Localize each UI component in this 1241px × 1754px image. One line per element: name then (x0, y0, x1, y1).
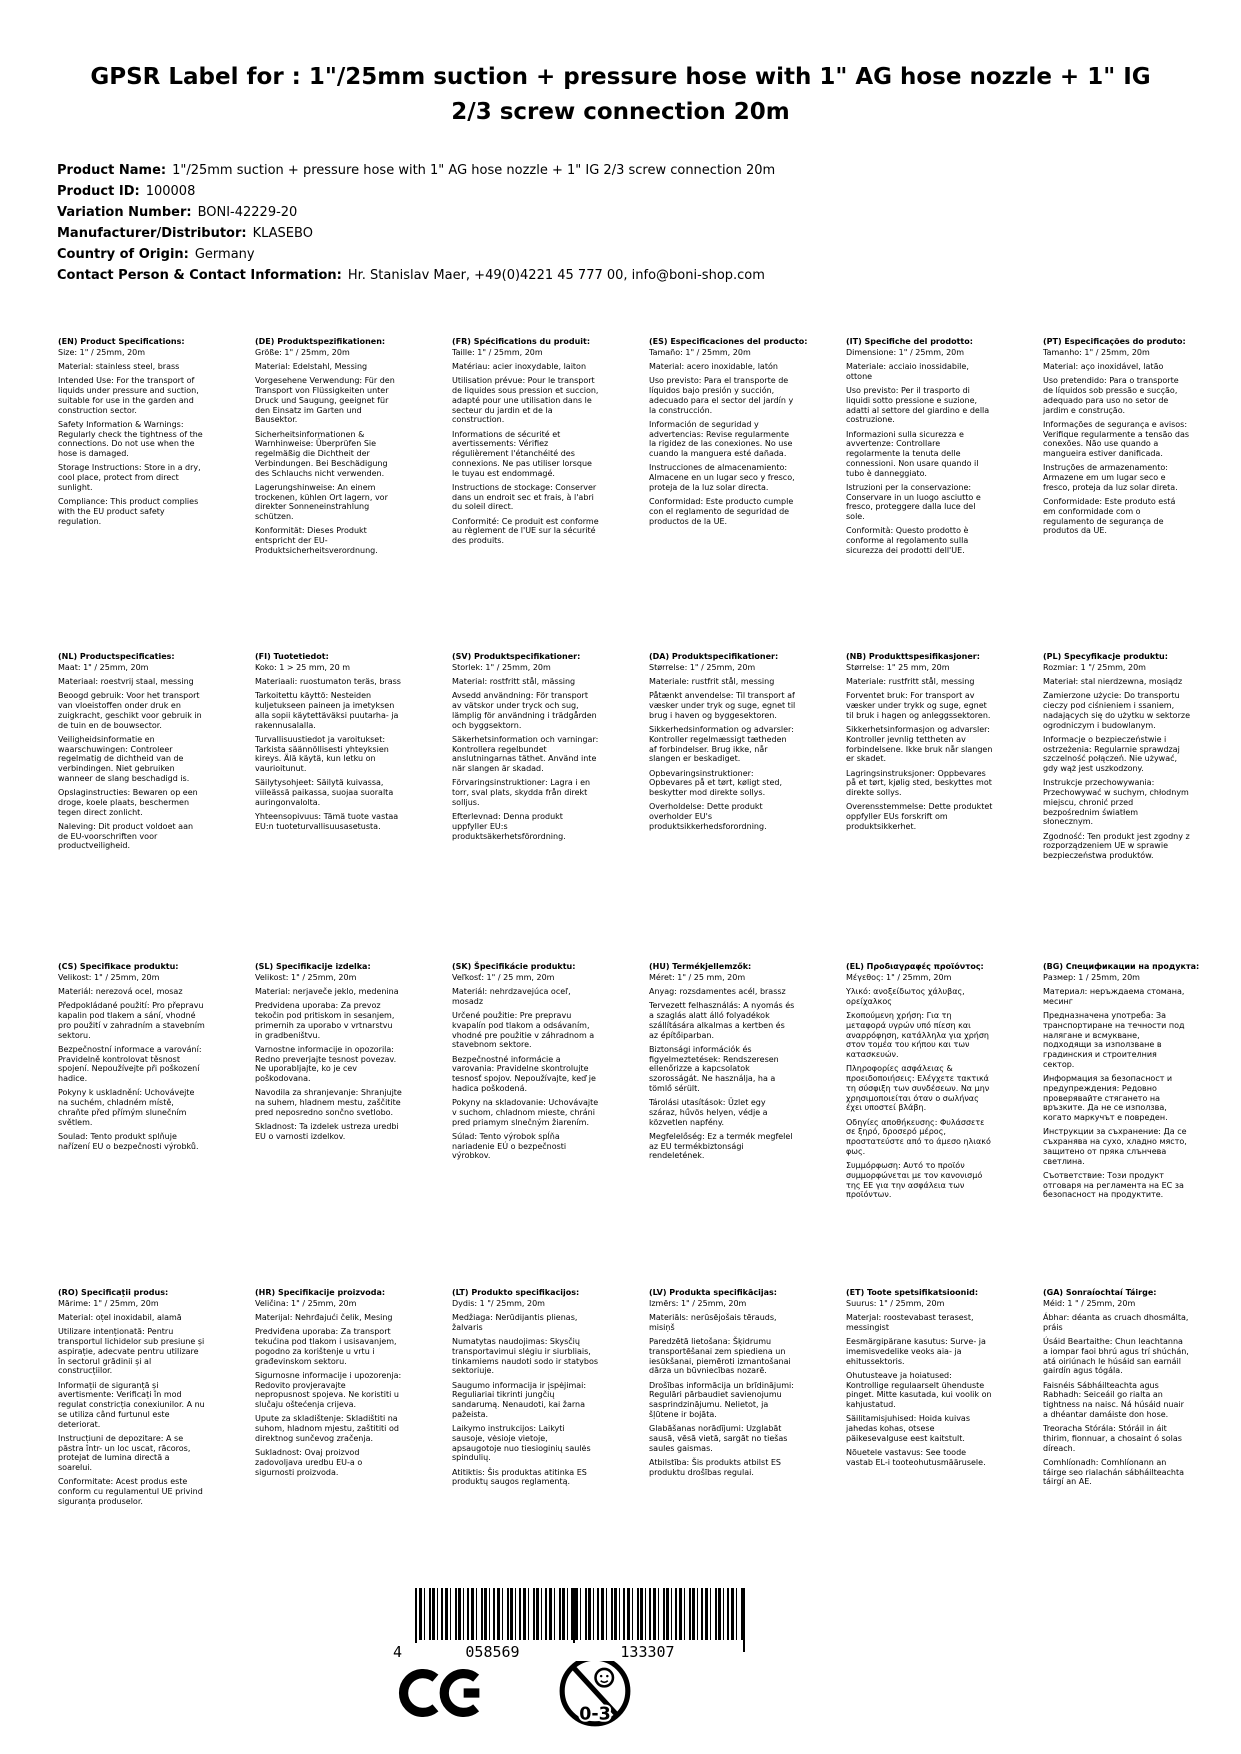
spec-paragraph: Instrucțiuni de depozitare: A se păstra într- un loc uscat, răcoros, protejat de lumina directă a soarelui. (58, 1433, 191, 1472)
spec-paragraph: Υλικό: ανοξείδωτος χάλυβας, ορείχαλκος (846, 987, 965, 1006)
spec-paragraph: Storage Instructions: Store in a dry, cool place, protect from direct sunlight. (58, 463, 201, 492)
spec-paragraph: Naleving: Dit product voldoet aan de EU-voorschriften voor productveiligheid. (58, 821, 194, 851)
spec-heading-lv: (LV) Produkta specifikācijas: (649, 1288, 777, 1297)
spec-paragraph: Opslaginstructies: Bewaren op een droge, koele plaats, beschermen tegen direct zonlicht. (58, 788, 198, 817)
spec-block-pt (1043, 337, 1208, 536)
spec-paragraph: Glabāšanas norādījumi: Uzglabāt sausā, vēsā vietā, sargāt no tiešas saules gaismas. (649, 1424, 788, 1453)
product-field (57, 160, 1187, 181)
product-field-value: Hr. Stanislav Maer, +49(0)4221 45 777 00, info@boni-shop.com (347, 268, 765, 283)
spec-heading-fr: (FR) Spécifications du produit: (452, 337, 591, 346)
spec-block-el (846, 962, 1011, 1200)
spec-block-bg (1043, 962, 1208, 1200)
ce-mark-icon (398, 1668, 484, 1722)
barcode (393, 1588, 745, 1661)
spec-paragraph: Größe: 1" / 25mm, 20m (255, 347, 350, 357)
spec-paragraph: Instructions de stockage: Conserver dans un endroit sec et frais, à l'abri du soleil direct. (452, 482, 597, 512)
spec-paragraph: Pokyny na skladovanie: Uchovávajte v suchom, chladnom mieste, chráni pred priamym slnečným žiarením. (452, 1098, 599, 1127)
spec-paragraph: Materiale: rustfritt stål, messing (846, 677, 975, 686)
spec-heading-lt: (LT) Produkto specifikacijos: (452, 1288, 580, 1297)
spec-paragraph: Efterlevnad: Denna produkt uppfyller EU:s produktsäkerhetsförordning. (452, 812, 566, 841)
spec-heading-ro: (RO) Specificații produs: (58, 1288, 169, 1297)
product-field-value: KLASEBO (252, 226, 313, 241)
spec-paragraph: Säilitamisjuhised: Hoida kuivas jahedas kohas, otsese päikesevalguse eest kaitstult. (846, 1414, 971, 1443)
spec-heading-es: (ES) Especificaciones del producto: (649, 337, 808, 346)
spec-paragraph: Информация за безопасност и предупреждения: Редовно проверявайте стягането на връзките. Да не се използва, когато маркучът е повреден. (1043, 1074, 1173, 1122)
spec-paragraph: Uso pretendido: Para o transporte de líquidos sob pressão e sucção, adequado para uso no setor de jardim e construção. (1043, 376, 1179, 415)
spec-heading-ga: (GA) Sonraíochtaí Táirge: (1043, 1288, 1157, 1297)
spec-paragraph: Materiaal: roestvrij staal, messing (58, 677, 194, 686)
spec-paragraph: Koko: 1 > 25 mm, 20 m (255, 662, 351, 672)
spec-block-lt (452, 1288, 617, 1487)
spec-heading-bg: (BG) Спецификации на продукта: (1043, 962, 1200, 971)
spec-block-fi (255, 652, 420, 832)
product-field (57, 181, 1187, 202)
spec-paragraph: Nõuetele vastavus: See toode vastab EL-i tooteohutusmäärusele. (846, 1448, 986, 1467)
spec-paragraph: Safety Information & Warnings: Regularly check the tightness of the connections. Do not use when the hose is damaged. (58, 419, 203, 458)
spec-paragraph: Taille: 1" / 25mm, 20m (452, 347, 543, 357)
spec-heading-sk: (SK) Špecifikácie produktu: (452, 962, 576, 971)
spec-heading-pt: (PT) Especificações do produto: (1043, 337, 1186, 346)
product-field-label: Manufacturer/Distributor: (57, 226, 247, 241)
spec-paragraph: Avsedd användning: För transport av vätskor under tryck och sug, lämplig för användning i trädgården och byggsektorn. (452, 691, 597, 730)
spec-paragraph: Предназначена употреба: За транспортиране на течности под налягане и всмукване, подходящи за използване в градинския и строителния сектор. (1043, 1011, 1185, 1069)
spec-paragraph: Ábhar: déanta as cruach dhosmálta, práis (1043, 1313, 1189, 1332)
spec-paragraph: Materiale: acciaio inossidabile, ottone (846, 362, 969, 381)
barcode-group-2: 133307 (570, 1643, 725, 1661)
spec-block-hr (255, 1288, 420, 1477)
spec-paragraph: Conformità: Questo prodotto è conforme al regolamento sulla sicurezza dei prodotti dell'UE. (846, 526, 969, 555)
spec-paragraph: Faisnéis Sábháilteachta agus Rabhadh: Seiceáil go rialta an tightness na naisc. Ná húsáid nuair a dhéantar damáiste don hose. (1043, 1380, 1184, 1419)
spec-heading-el: (EL) Προδιαγραφές προϊόντος: (846, 962, 984, 971)
spec-heading-sv: (SV) Produktspecifikationer: (452, 652, 581, 661)
spec-paragraph: Turvallisuustiedot ja varoitukset: Tarkista säännöllisesti yhteyksien kireys. Älä käytä, kun letku on vaurioitunut. (255, 734, 389, 773)
spec-paragraph: Materiał: stal nierdzewna, mosiądz (1043, 677, 1183, 686)
spec-paragraph: Συμμόρφωση: Αυτό το προϊόν συμμορφώνεται με τον κανονισμό της ΕΕ για την ασφάλεια των προϊόντων. (846, 1161, 983, 1200)
spec-paragraph: Instrucciones de almacenamiento: Almacene en un lugar seco y fresco, proteja de la luz solar directa. (649, 463, 795, 492)
spec-paragraph: Utilizare intenționată: Pentru transportul lichidelor sub presiune și aspirație, adecvate pentru utilizare în sectorul grădinii și al construcțiilor. (58, 1327, 205, 1376)
spec-paragraph: Dimensione: 1" / 25mm, 20m (846, 347, 965, 357)
spec-paragraph: Instruções de armazenamento: Armazene em um lugar seco e fresco, proteja da luz solar direta. (1043, 463, 1178, 492)
spec-block-et (846, 1288, 1011, 1468)
spec-paragraph: Navodila za shranjevanje: Shranjujte na suhem, hladnem mestu, zaščitite pred neposredno sončno svetlobo. (255, 1088, 402, 1117)
spec-block-cs (58, 962, 223, 1151)
spec-block-sk (452, 962, 617, 1161)
spec-paragraph: Zamierzone użycie: Do transportu cieczy pod ciśnieniem i ssaniem, nadających się do użytku w sektorze ogrodniczym i budowlanym. (1043, 691, 1190, 730)
spec-block-sv (452, 652, 617, 841)
spec-paragraph: Atitiktis: Šis produktas atitinka ES produktų saugos reglamentą. (452, 1467, 587, 1487)
spec-paragraph: Veličina: 1" / 25mm, 20m (255, 1298, 357, 1308)
page-title: GPSR Label for : 1"/25mm suction + pressure hose with 1" AG hose nozzle + 1" IG 2/3 screw connection 20m (90, 64, 1151, 125)
spec-heading-nb: (NB) Produkttspesifikasjoner: (846, 652, 980, 661)
spec-paragraph: Πληροφορίες ασφάλειας & προειδοποιήσεις: Ελέγχετε τακτικά τη σύσφιξη των συνδέσεων. Να μην χρησιμοποιείται όταν ο σωλήνας έχει υποστεί βλάβη. (846, 1064, 990, 1113)
spec-paragraph: Материал: неръждаема стомана, месинг (1043, 987, 1185, 1006)
spec-paragraph: Megfelelőség: Ez a termék megfelel az EU termékbiztonsági rendeletének. (649, 1131, 793, 1161)
spec-paragraph: Informații de siguranță și avertismente: Verificați în mod regulat constricția conexiunilor. A nu se utiliza când furtunul este deteriorat. (58, 1380, 205, 1429)
spec-block-en (58, 337, 223, 526)
spec-paragraph: Méret: 1" / 25 mm, 20m (649, 972, 746, 982)
spec-paragraph: Eesmärgipärane kasutus: Surve- ja imemisvedelike veoks aia- ja ehitussektoris. (846, 1337, 986, 1366)
spec-paragraph: Conformidad: Este producto cumple con el reglamento de seguridad de productos de la UE. (649, 497, 794, 526)
spec-heading-hu: (HU) Termékjellemzők: (649, 962, 752, 971)
spec-paragraph: Conformitate: Acest produs este conform cu regulamentul UE privind siguranța produselor. (58, 1477, 203, 1506)
spec-block-nl (58, 652, 223, 851)
spec-block-pl (1043, 652, 1208, 861)
spec-paragraph: Suurus: 1" / 25mm, 20m (846, 1298, 945, 1308)
spec-paragraph: Ohutusteave ja hoiatused: Kontrollige regulaarselt ühenduste pinget. Mitte kasutada, kui voolik on kahjustatud. (846, 1370, 992, 1409)
spec-paragraph: Maat: 1" / 25mm, 20m (58, 662, 149, 672)
age-warning-0-3-icon (556, 1652, 634, 1734)
spec-block-ga (1043, 1288, 1208, 1487)
specs-grid (58, 337, 1208, 1628)
spec-paragraph: Storlek: 1" / 25mm, 20m (452, 662, 551, 672)
spec-paragraph: Numatytas naudojimas: Skysčių transportavimui slėgiu ir siurbliais, tinkamiems naudoti sodo ir statybos sektoriuje. (452, 1337, 599, 1376)
spec-paragraph: Skladnost: Ta izdelek ustreza uredbi EU o varnosti izdelkov. (255, 1122, 399, 1141)
product-field-label: Country of Origin: (57, 247, 189, 262)
spec-paragraph: Förvaringsinstruktioner: Lagra i en torr, sval plats, skydda från direkt solljus. (452, 778, 591, 807)
spec-paragraph: Varnostne informacije in opozorila: Redno preverjajte tesnost povezav. Ne uporabljajte, ko je cev poškodovana. (255, 1044, 397, 1083)
product-field (57, 202, 1187, 223)
barcode-bars-icon (415, 1588, 745, 1640)
spec-paragraph: Comhlíonadh: Comhlíonann an táirge seo rialachán sábháilteachta táirgí an AE. (1043, 1457, 1185, 1487)
spec-paragraph: Bezpečnostné informácie a varovania: Pravidelne skontrolujte tesnosť spojov. Nepoužívajte, keď je hadica poškodená. (452, 1054, 596, 1093)
spec-paragraph: Instrukcje przechowywania: Przechowywać w suchym, chłodnym miejscu, chronić przed bezpośrednim światłem słonecznym. (1043, 778, 1189, 827)
spec-paragraph: Material: rostfritt stål, mässing (452, 677, 576, 686)
spec-block-hu (649, 962, 814, 1161)
spec-paragraph: Velikost: 1" / 25mm, 20m (58, 972, 160, 982)
spec-paragraph: Μέγεθος: 1" / 25mm, 20m (846, 972, 952, 982)
spec-paragraph: Úsáid Beartaithe: Chun leachtanna a iompar faoi bhrú agus trí shúchán, atá oiriúnach le húsáid san earnáil gairdín agus tógála. (1043, 1337, 1189, 1376)
spec-paragraph: Súlad: Tento výrobok spĺňa nariadenie EÚ o bezpečnosti výrobkov. (452, 1131, 567, 1161)
product-field-value: 1"/25mm suction + pressure hose with 1" AG hose nozzle + 1" IG 2/3 screw connection 20m (172, 163, 776, 178)
spec-paragraph: Material: oțel inoxidabil, alamă (58, 1313, 182, 1322)
spec-paragraph: Material: acero inoxidable, latón (649, 362, 778, 371)
spec-paragraph: Zgodność: Ten produkt jest zgodny z rozporządzeniem UE w sprawie bezpieczeństwa produktów. (1043, 831, 1190, 860)
spec-paragraph: Materjal: roostevabast terasest, messingist (846, 1313, 974, 1332)
spec-paragraph: Informations de sécurité et avertissements: Vérifiez régulièrement l'étanchéité des connexions. Ne pas utiliser lorsque le tuyau est endommagé. (452, 429, 592, 478)
spec-paragraph: Lagringsinstruksjoner: Oppbevares på et tørt, kjølig sted, beskyttes mot direkte sollys. (846, 768, 992, 797)
spec-block-it (846, 337, 1011, 556)
product-field-value: Germany (194, 247, 255, 262)
spec-heading-nl: (NL) Productspecificaties: (58, 652, 175, 661)
spec-heading-de: (DE) Produktspezifikationen: (255, 337, 386, 346)
spec-paragraph: Matériau: acier inoxydable, laiton (452, 362, 587, 371)
spec-heading-et: (ET) Toote spetsifikatsioonid: (846, 1288, 979, 1297)
spec-heading-en: (EN) Product Specifications: (58, 337, 185, 346)
spec-block-da (649, 652, 814, 832)
spec-paragraph: Intended Use: For the transport of liquids under pressure and suction, suitable for use in the garden and construction sector. (58, 376, 199, 415)
product-field-label: Product Name: (57, 163, 167, 178)
spec-paragraph: Predviđena uporaba: Za transport tekućina pod tlakom i usisavanjem, pogodno za korištenje u vrtu i građevinskom sektoru. (255, 1327, 397, 1366)
spec-paragraph: Uso previsto: Para el transporte de líquidos bajo presión y succión, adecuado para el sector del jardín y la construcción. (649, 376, 794, 415)
spec-paragraph: Materijal: Nehrđajući čelik, Mesing (255, 1313, 393, 1322)
spec-block-fr (452, 337, 617, 546)
spec-paragraph: Informazioni sulla sicurezza e avvertenze: Controllare regolarmente la tenuta delle connessioni. Non usare quando il tubo è danneggiato. (846, 429, 979, 478)
product-field-label: Product ID: (57, 184, 140, 199)
spec-paragraph: Předpokládané použití: Pro přepravu kapalin pod tlakem a sání, vhodné pro použití v zahradním a stavebním sektoru. (58, 1001, 205, 1040)
spec-paragraph: Mărime: 1" / 25mm, 20m (58, 1298, 159, 1308)
spec-paragraph: Materiál: nerezová ocel, mosaz (58, 987, 183, 996)
spec-paragraph: Overholdelse: Dette produkt overholder EU's produktsikkerhedsforordning. (649, 802, 767, 831)
spec-paragraph: Dydis: 1 "/ 25mm, 20m (452, 1298, 545, 1308)
product-field (57, 265, 1187, 286)
product-field (57, 244, 1187, 265)
spec-paragraph: Säkerhetsinformation och varningar: Kontrollera regelbundet anslutningarnas täthet. Använd inte när slangen är skadad. (452, 734, 599, 773)
spec-paragraph: Sikkerhedsinformation og advarsler: Kontroller regelmæssigt tætheden af forbindelser. Brug ikke, når slangen er beskadiget. (649, 725, 794, 764)
spec-paragraph: Laikymo instrukcijos: Laikyti sausoje, vėsioje vietoje, apsaugotoje nuo tiesioginių saulės spindulių. (452, 1424, 591, 1463)
product-field-value: BONI-42229-20 (197, 205, 298, 220)
spec-paragraph: Vorgesehene Verwendung: Für den Transport von Flüssigkeiten unter Druck und Saugung, geeignet für den Einsatz im Garten und Bausektor. (255, 376, 395, 425)
spec-heading-pl: (PL) Specyfikacje produktu: (1043, 652, 1168, 661)
spec-paragraph: Informações de segurança e avisos: Verifique regularmente a tensão das conexões. Não use quando a mangueira estiver danificada. (1043, 419, 1190, 458)
spec-paragraph: Upute za skladištenje: Skladištiti na suhom, hladnom mjestu, zaštititi od direktnog sunčevog zračenja. (255, 1414, 399, 1443)
spec-paragraph: Размер: 1 / 25mm, 20m (1043, 972, 1140, 982)
spec-paragraph: Οδηγίες αποθήκευσης: Φυλάσσετε σε ξηρό, δροσερό μέρος, προστατεύστε από το άμεσο ηλιακό φως. (846, 1117, 991, 1156)
product-field-label: Contact Person & Contact Information: (57, 268, 342, 283)
spec-paragraph: Biztonsági információk és figyelmeztetések: Rendszeresen ellenőrizze a kapcsolatok szorosságát. Ne használja, ha a tömlő sérült. (649, 1044, 779, 1093)
spec-paragraph: Material: Edelstahl, Messing (255, 362, 368, 371)
spec-paragraph: Materiale: rustfrit stål, messing (649, 677, 775, 686)
spec-paragraph: Opbevaringsinstruktioner: Opbevares på et tørt, køligt sted, beskytter mod direkte sollys. (649, 768, 783, 797)
spec-paragraph: Anyag: rozsdamentes acél, brassz (649, 987, 786, 996)
spec-block-ro (58, 1288, 223, 1507)
spec-paragraph: Conformité: Ce produit est conforme au règlement de l'UE sur la sécurité des produits. (452, 516, 599, 545)
spec-paragraph: Treoracha Stórála: Stóráil in áit thirim, fionnuar, a chosaint ó solas díreach. (1043, 1424, 1182, 1453)
spec-paragraph: Säilytysohjeet: Säilytä kuivassa, viileässä paikassa, suojaa suoralta auringonvalolta. (255, 778, 394, 807)
spec-paragraph: Compliance: This product complies with the EU product safety regulation. (58, 497, 199, 526)
spec-paragraph: Méid: 1 " / 25mm, 20m (1043, 1298, 1136, 1308)
spec-paragraph: Atbilstība: Šis produkts atbilst ES produktu drošības regulai. (649, 1457, 782, 1477)
spec-block-nb (846, 652, 1011, 832)
product-field (57, 223, 1187, 244)
spec-paragraph: Materiāls: nerūsējošais tērauds, misiņš (649, 1313, 777, 1332)
age-warning-text: 0-3 (579, 1704, 611, 1725)
spec-paragraph: Sicherheitsinformationen & Warnhinweise: Überprüfen Sie regelmäßig die Dichtheit der Verbindungen. Bei Beschädigung des Schlauchs nicht verwenden. (255, 429, 388, 478)
spec-paragraph: Soulad: Tento produkt splňuje nařízení EU o bezpečnosti výrobků. (58, 1131, 199, 1151)
spec-block-de (255, 337, 420, 556)
barcode-digits (393, 1643, 745, 1661)
spec-paragraph: Sikkerhetsinformasjon og advarsler: Kontroller jevnlig tettheten av forbindelsene. Ikke bruk når slangen er skadet. (846, 725, 993, 764)
spec-paragraph: Pokyny k uskladnění: Uchovávejte na suchém, chladném místě, chraňte před přímým slunečním světlem. (58, 1088, 195, 1127)
barcode-guard-right (743, 1588, 745, 1652)
product-field-label: Variation Number: (57, 205, 192, 220)
spec-paragraph: Σκοπούμενη χρήση: Για τη μεταφορά υγρών υπό πίεση και αναρρόφηση, κατάλληλα για χρήση στον τομέα του κήπου και των κατασκευών. (846, 1011, 989, 1059)
spec-paragraph: Drošības informācija un brīdinājumi: Regulāri pārbaudiet savienojumu sasprindzinājumu. Nelietot, ja šļūtene ir bojāta. (649, 1380, 794, 1419)
spec-heading-fi: (FI) Tuotetiedot: (255, 652, 329, 661)
spec-paragraph: Tárolási utasítások: Üzlet egy száraz, hűvös helyen, védje a közvetlen napfény. (649, 1098, 768, 1127)
spec-paragraph: Bezpečnostní informace a varování: Pravidelně kontrolovat těsnost spojení. Nepoužívejte při poškození hadice. (58, 1044, 202, 1083)
spec-paragraph: Tamanho: 1" / 25mm, 20m (1043, 347, 1150, 357)
spec-paragraph: Forventet bruk: For transport av væsker under trykk og suge, egnet til bruk i hagen og anleggssektoren. (846, 691, 991, 720)
spec-paragraph: Izmērs: 1" / 25mm, 20m (649, 1298, 747, 1308)
spec-paragraph: Material: stainless steel, brass (58, 362, 180, 371)
spec-paragraph: Съответствие: Този продукт отговаря на регламента на ЕС за безопасност на продуктите. (1043, 1170, 1184, 1200)
spec-paragraph: Istruzioni per la conservazione: Conservare in un luogo asciutto e fresco, proteggere dalla luce del sole. (846, 482, 981, 521)
product-field-value: 100008 (145, 184, 196, 199)
barcode-group-1: 058569 (415, 1643, 570, 1661)
spec-paragraph: Sigurnosne informacije i upozorenja: Redovito provjeravajte nepropusnost spojeva. Ne koristiti u slučaju oštećenja crijeva. (255, 1370, 402, 1409)
spec-paragraph: Størrelse: 1" 25 mm, 20m (846, 662, 950, 672)
spec-paragraph: Beoogd gebruik: Voor het transport van vloeistoffen onder druk en zuigkracht, geschikt voor gebruik in de tuin en de bouwsector. (58, 691, 202, 730)
spec-paragraph: Yhteensopivuus: Tämä tuote vastaa EU:n tuoteturvallisuusasetusta. (255, 812, 399, 831)
spec-paragraph: Informacje o bezpieczeństwie i ostrzeżenia: Regularnie sprawdzaj szczelność połączeń. Nie używać, gdy wąż jest uszkodzony. (1043, 734, 1180, 773)
spec-heading-da: (DA) Produktspecifikationer: (649, 652, 779, 661)
spec-heading-hr: (HR) Specifikacije proizvoda: (255, 1288, 386, 1297)
spec-block-es (649, 337, 814, 526)
spec-paragraph: Paredzētā lietošana: Šķidrumu transportēšanai zem spiediena un iesūkšanai, piemēroti izmantošanai dārza un būvniecības nozarē. (649, 1337, 791, 1376)
spec-heading-it: (IT) Specifiche del prodotto: (846, 337, 973, 346)
barcode-digit-leading: 4 (393, 1643, 403, 1661)
spec-paragraph: Konformität: Dieses Produkt entspricht der EU-Produktsicherheitsverordnung. (255, 526, 378, 555)
spec-paragraph: Utilisation prévue: Pour le transport de liquides sous pression et succion, adapté pour une utilisation dans le secteur du jardin et de la construction. (452, 376, 599, 425)
spec-paragraph: Predvidena uporaba: Za prevoz tekočin pod pritiskom in sesanjem, primernih za uporabo v vrtnarstvu in gradbeništvu. (255, 1001, 395, 1040)
spec-paragraph: Size: 1" / 25mm, 20m (58, 347, 146, 357)
spec-paragraph: Material: nerjaveče jeklo, medenina (255, 987, 399, 996)
spec-block-lv (649, 1288, 814, 1477)
spec-paragraph: Veľkosť: 1" / 25 mm, 20m (452, 972, 555, 982)
spec-paragraph: Sukladnost: Ovaj proizvod zadovoljava uredbu EU-a o sigurnosti proizvoda. (255, 1448, 363, 1477)
spec-paragraph: Určené použitie: Pre prepravu kvapalín pod tlakom a odsávaním, vhodné pre použitie v záhradnom a stavebnom sektore. (452, 1011, 595, 1050)
spec-paragraph: Lagerungshinweise: An einem trockenen, kühlen Ort lagern, vor direkter Sonneneinstrahlung schützen. (255, 482, 388, 521)
spec-paragraph: Инструкции за съхранение: Да се съхранява на сухо, хладно място, защитено от пряка слънчева светлина. (1043, 1127, 1187, 1166)
spec-paragraph: Velikost: 1" / 25mm, 20m (255, 972, 357, 982)
product-info (57, 160, 1187, 286)
spec-paragraph: Rozmiar: 1 "/ 25mm, 20m (1043, 662, 1146, 672)
spec-paragraph: Overensstemmelse: Dette produktet oppfyller EUs forskrift om produktsikkerhet. (846, 802, 993, 831)
spec-paragraph: Materiaali: ruostumaton teräs, brass (255, 677, 401, 686)
spec-paragraph: Uso previsto: Per il trasporto di liquidi sotto pressione e suzione, adatti al settore del giardino e della costruzione. (846, 386, 990, 425)
spec-heading-cs: (CS) Specifikace produktu: (58, 962, 179, 971)
spec-paragraph: Información de seguridad y advertencias: Revise regularmente la rigidez de las conexiones. No use cuando la manguera esté dañada. (649, 419, 793, 458)
spec-paragraph: Medžiaga: Nerūdijantis plienas, žalvaris (452, 1313, 578, 1332)
spec-paragraph: Material: aço inoxidável, latão (1043, 362, 1164, 371)
spec-paragraph: Størrelse: 1" / 25mm, 20m (649, 662, 756, 672)
spec-paragraph: Saugumo informacija ir įspėjimai: Reguliariai tikrinti jungčių sandarumą. Nenaudoti, kai žarna pažeista. (452, 1380, 587, 1419)
spec-paragraph: Tarkoitettu käyttö: Nesteiden kuljetukseen paineen ja imetyksen alla sopii käytettäväksi puutarha- ja rakennusalalla. (255, 691, 399, 730)
spec-paragraph: Påtænkt anvendelse: Til transport af væsker under tryk og suge, egnet til brug i haven og byggesektoren. (649, 691, 796, 720)
spec-paragraph: Veiligheidsinformatie en waarschuwingen: Controleer regelmatig de dichtheid van de verbindingen. Niet gebruiken wanneer de slang beschadigd is. (58, 734, 190, 783)
spec-block-sl (255, 962, 420, 1142)
spec-paragraph: Tervezett felhasználás: A nyomás és a szaglás alatt álló folyadékok szállítására alkalmas a kertben és az építőiparban. (649, 1001, 795, 1040)
spec-paragraph: Tamaño: 1" / 25mm, 20m (649, 347, 751, 357)
spec-paragraph: Conformidade: Este produto está em conformidade com o regulamento de segurança de produtos da UE. (1043, 497, 1176, 536)
spec-heading-sl: (SL) Specifikacije izdelka: (255, 962, 371, 971)
spec-paragraph: Materiál: nehrdzavejúca oceľ, mosadz (452, 987, 571, 1006)
